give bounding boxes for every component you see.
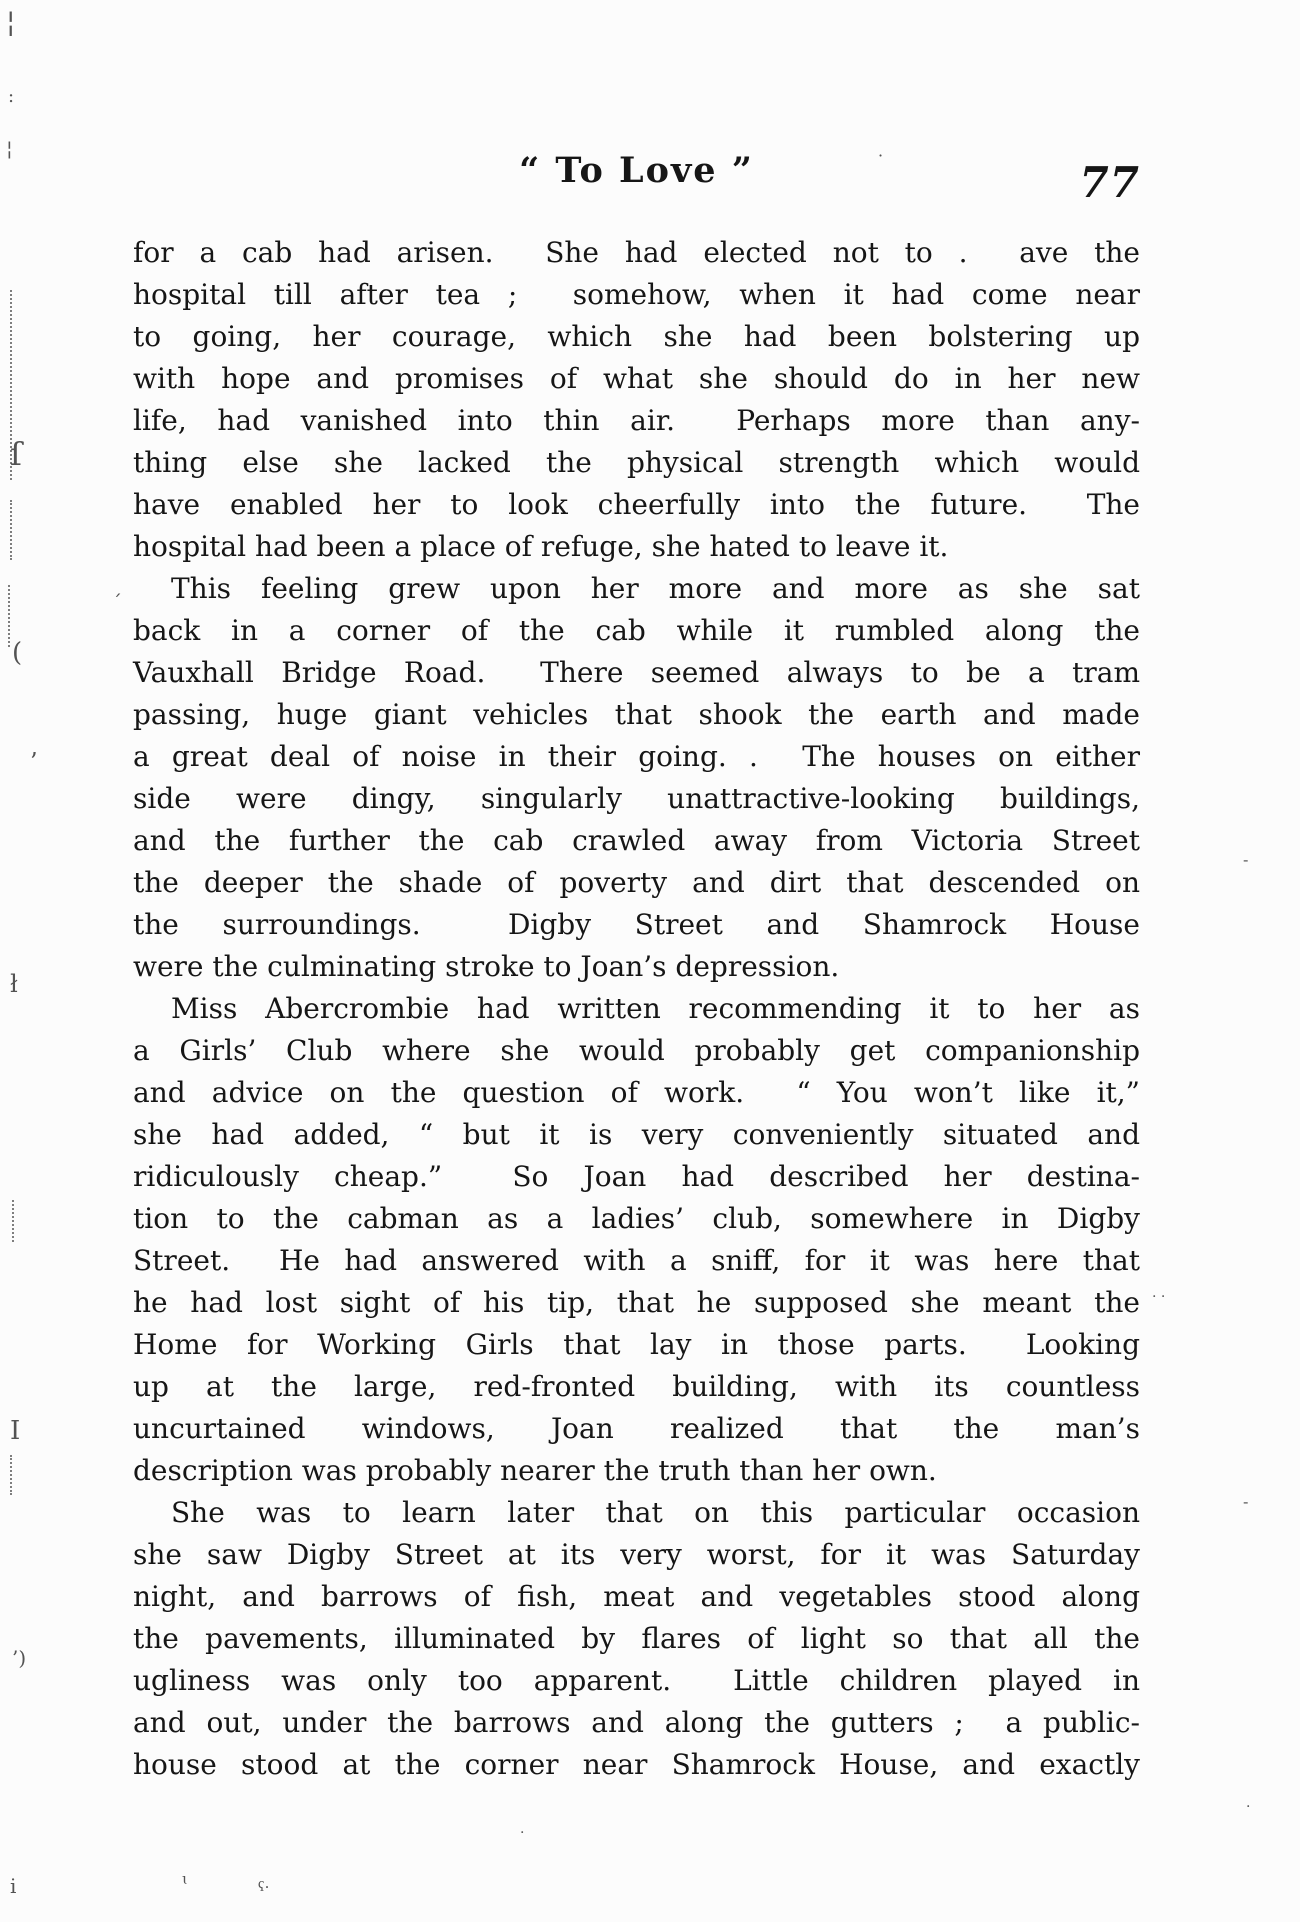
- scan-mark: [10, 500, 12, 560]
- page-header: [133, 146, 1140, 210]
- chapter-title: “ To Love ”: [519, 150, 754, 191]
- scan-mark: ł: [10, 970, 18, 998]
- text-line: to going, her courage, which she had been bolstering up: [133, 320, 1140, 353]
- scan-mark: (: [12, 638, 23, 668]
- text-line: Home for Working Girls that lay in those parts. Looking: [133, 1328, 1140, 1361]
- text-line: the pavements, illuminated by flares of light so that all the: [133, 1622, 1140, 1655]
- text-line: life, had vanished into thin air. Perhaps more than any-: [133, 404, 1140, 437]
- text-line: the surroundings. Digby Street and Shamrock House: [133, 908, 1140, 941]
- scan-mark: [12, 1200, 14, 1242]
- text-line: were the culminating stroke to Joan’s depression.: [133, 950, 840, 983]
- page-number: 77: [1079, 158, 1140, 207]
- scan-mark: ’): [12, 1646, 27, 1670]
- scan-mark: [10, 1455, 12, 1495]
- text-line: Street. He had answered with a sniff, for it was here that: [133, 1244, 1140, 1277]
- text-line: ugliness was only too apparent. Little children played in: [133, 1664, 1140, 1697]
- text-line: tion to the cabman as a ladies’ club, somewhere in Digby: [133, 1202, 1140, 1235]
- body-text: [133, 232, 1140, 1786]
- scan-mark: [8, 585, 10, 647]
- text-line: he had lost sight of his tip, that he supposed she meant the: [133, 1286, 1140, 1319]
- scan-mark: ҁ.: [258, 1874, 270, 1892]
- text-line: back in a corner of the cab while it rumbled along the: [133, 614, 1140, 647]
- text-line: description was probably nearer the truth than her own.: [133, 1454, 937, 1487]
- text-line: a great deal of noise in their going. . The houses on either: [133, 740, 1140, 773]
- text-line: Vauxhall Bridge Road. There seemed always to be a tram: [133, 656, 1140, 689]
- scan-mark: ¦: [6, 5, 16, 38]
- scan-mark: ·: [520, 1825, 525, 1841]
- scan-mark: . .: [1152, 1285, 1166, 1301]
- text-line: Miss Abercrombie had written recommending it to her as: [171, 992, 1140, 1025]
- text-line: a Girls’ Club where she would probably get companionship: [133, 1034, 1140, 1067]
- text-line: house stood at the corner near Shamrock House, and exactly: [133, 1748, 1140, 1781]
- text-line: with hope and promises of what she should do in her new: [133, 362, 1140, 395]
- scan-mark: I: [10, 1416, 21, 1446]
- scan-mark: ſ: [10, 435, 22, 473]
- scan-mark: ·: [878, 146, 884, 165]
- text-line: ridiculously cheap.” So Joan had described her destina-: [133, 1160, 1140, 1193]
- text-line: have enabled her to look cheerfully into the future. The: [133, 488, 1140, 521]
- text-line: for a cab had arisen. She had elected not to . ave the: [133, 236, 1140, 269]
- text-line: and out, under the barrows and along the gutters ; a public-: [133, 1706, 1140, 1739]
- scan-mark: :: [8, 86, 15, 107]
- text-line: and the further the cab crawled away from Victoria Street: [133, 824, 1140, 857]
- scan-mark: ɩ: [182, 1870, 188, 1888]
- scan-mark: ’: [30, 748, 38, 776]
- text-line: passing, huge giant vehicles that shook the earth and made: [133, 698, 1140, 731]
- text-line: and advice on the question of work. “ You won’t like it,”: [133, 1076, 1140, 1109]
- scan-mark: i: [10, 1874, 17, 1898]
- text-line: uncurtained windows, Joan realized that the man’s: [133, 1412, 1140, 1445]
- scan-mark: ´: [112, 590, 122, 614]
- text-line: she had added, “ but it is very conveniently situated and: [133, 1118, 1140, 1151]
- scan-mark: -: [1243, 850, 1249, 869]
- text-line: side were dingy, singularly unattractive-looking buildings,: [133, 782, 1140, 815]
- text-line: thing else she lacked the physical strength which would: [133, 446, 1140, 479]
- text-line: she saw Digby Street at its very worst, for it was Saturday: [133, 1538, 1140, 1571]
- text-line: This feeling grew upon her more and more as she sat: [171, 572, 1140, 605]
- scan-mark: ¦: [6, 136, 13, 160]
- text-line: She was to learn later that on this particular occasion: [171, 1496, 1140, 1529]
- scan-mark: ·: [1246, 1799, 1251, 1815]
- text-line: up at the large, red-fronted building, with its countless: [133, 1370, 1140, 1403]
- text-line: hospital till after tea ; somehow, when it had come near: [133, 278, 1140, 311]
- scan-mark: -: [1243, 1492, 1249, 1511]
- text-line: the deeper the shade of poverty and dirt that descended on: [133, 866, 1140, 899]
- text-line: hospital had been a place of refuge, she hated to leave it.: [133, 530, 949, 563]
- text-line: night, and barrows of fish, meat and vegetables stood along: [133, 1580, 1140, 1613]
